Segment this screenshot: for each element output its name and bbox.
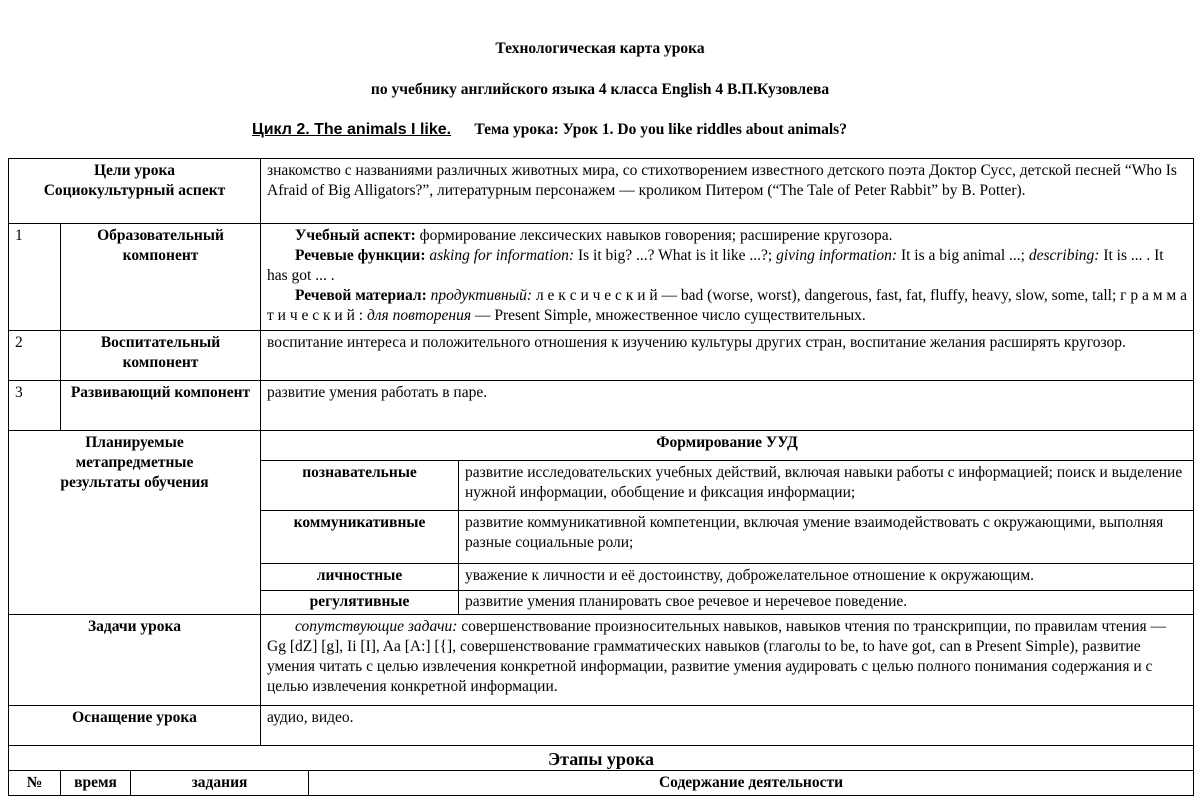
component-label: Образовательный компонент <box>60 223 261 331</box>
equipment-label: Оснащение урока <box>8 705 261 746</box>
component-num: 2 <box>8 330 61 381</box>
component-num: 1 <box>8 223 61 331</box>
component-label: Развивающий компонент <box>60 380 261 431</box>
lesson-heading <box>252 121 847 139</box>
stages-title: Этапы урока <box>8 745 1194 771</box>
doc-title: Технологическая карта урока <box>495 40 705 57</box>
uud-text: развитие умения планировать свое речевое и неречевое поведение. <box>458 590 1194 615</box>
component-text: воспитание интереса и положительного отношения к изучению культуры других стран, воспитание желания расширять кругозор. <box>260 330 1194 381</box>
uud-label: регулятивные <box>260 590 459 615</box>
uud-label: личностные <box>260 563 459 591</box>
col-header-num: № <box>8 770 61 796</box>
uud-text: уважение к личности и её достоинству, доброжелательное отношение к окружающим. <box>458 563 1194 591</box>
component-text: развитие умения работать в паре. <box>260 380 1194 431</box>
goals-label: Цели урока Социокультурный аспект <box>8 158 261 224</box>
topic-label: Тема урока: Урок 1. Do you like riddles about animals? <box>474 121 847 138</box>
component-num: 3 <box>8 380 61 431</box>
col-header-time: время <box>60 770 131 796</box>
doc-subtitle: по учебнику английского языка 4 класса English 4 В.П.Кузовлева <box>370 81 830 98</box>
tasks-label: Задачи урока <box>8 614 261 706</box>
cycle-label: Цикл 2. The animals I like. <box>252 121 452 138</box>
equipment-text: аудио, видео. <box>260 705 1194 746</box>
goals-text: знакомство с названиями различных животных мира, со стихотворением известного детского поэта Доктор Сусс, детской песней “Who Is Afraid of Big Alligators?”, литературным персонажем — кроликом Питером (“The Tale of Peter Rabbit” by B. Potter). <box>260 158 1194 224</box>
uud-label: познавательные <box>260 460 459 511</box>
uud-header: Формирование УУД <box>260 430 1194 461</box>
component-text: Учебный аспект: формирование лексических навыков говорения; расширение кругозора. Речевые функции: asking for information: Is it big? ...? What is it like ...?; giving information: It is a big animal ...; describing: It is ... . It has got ... . Речевой материал: продуктивный: л е к с и ч е с к и й — bad (worse, worst), dangerous, fast, fat, fluffy, heavy, slow, some, tall; г р а м м а т и ч е с к и й : для повторения — Present Simple, множественное число существительных. <box>260 223 1194 331</box>
component-label: Воспитательный компонент <box>60 330 261 381</box>
uud-text: развитие коммуникативной компетенции, включая умение взаимодействовать с окружающими, выполняя разные социальные роли; <box>458 510 1194 564</box>
tasks-text: сопутствующие задачи: совершенствование произносительных навыков, навыков чтения по транскрипции, по правилам чтения — Gg [dZ] [g], Ii [I], Aa [A:] [{], совершенствование грамматических навыков (глаголы to be, to have got, can в Present Simple), развитие умения читать с целью извлечения конкретной информации, развитие умения аудировать с целью полного понимания содержания и с целью извлечения конкретной информации. <box>260 614 1194 706</box>
results-label: Планируемые метапредметные результаты обучения <box>8 430 261 615</box>
col-header-content: Содержание деятельности <box>308 770 1194 796</box>
uud-text: развитие исследовательских учебных действий, включая навыки работы с информацией; поиск и выделение нужной информации, обобщение и фиксация информации; <box>458 460 1194 511</box>
col-header-tasks: задания <box>130 770 309 796</box>
uud-label: коммуникативные <box>260 510 459 564</box>
